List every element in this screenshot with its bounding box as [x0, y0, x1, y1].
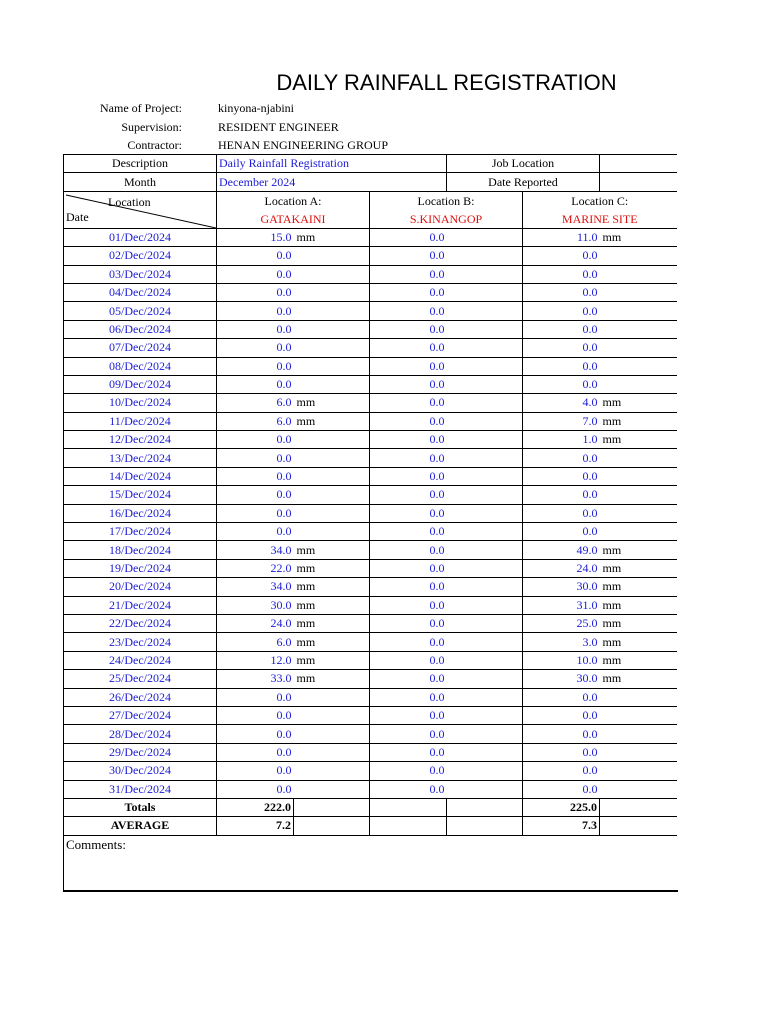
location-c-value[interactable]: 0.0 — [523, 486, 600, 504]
date-cell: 22/Dec/2024 — [64, 614, 217, 632]
table-row — [64, 412, 677, 430]
location-a-value[interactable]: 0.0 — [217, 523, 294, 541]
location-b-unit — [447, 725, 523, 743]
location-c-value[interactable]: 0.0 — [523, 504, 600, 522]
location-c-unit — [600, 743, 677, 761]
location-a-unit — [294, 449, 370, 467]
average-row — [64, 817, 677, 835]
table-row — [64, 780, 677, 798]
location-b-name: S.KINANGOP — [409, 211, 483, 226]
location-a-value[interactable]: 34.0 — [217, 541, 294, 559]
date-cell: 23/Dec/2024 — [64, 633, 217, 651]
location-a-value[interactable]: 33.0 — [217, 670, 294, 688]
location-c-unit — [600, 339, 677, 357]
date-cell: 03/Dec/2024 — [64, 265, 217, 283]
date-cell: 25/Dec/2024 — [64, 670, 217, 688]
location-b-value[interactable]: 0.0 — [370, 228, 447, 246]
location-b-value[interactable]: 0.0 — [370, 394, 447, 412]
location-b-unit — [447, 467, 523, 485]
job-location-label: Job Location — [447, 155, 600, 173]
description-row — [64, 155, 677, 173]
location-c-unit: mm — [600, 541, 677, 559]
date-cell: 13/Dec/2024 — [64, 449, 217, 467]
location-a-value[interactable]: 0.0 — [217, 688, 294, 706]
location-c-unit — [600, 725, 677, 743]
total-a: 222.0 — [217, 798, 294, 816]
table-row — [64, 431, 677, 449]
date-cell: 27/Dec/2024 — [64, 706, 217, 724]
date-cell: 10/Dec/2024 — [64, 394, 217, 412]
date-cell: 19/Dec/2024 — [64, 559, 217, 577]
description-value[interactable]: Daily Rainfall Registration — [217, 155, 447, 173]
location-b-unit — [447, 357, 523, 375]
location-a-unit — [294, 375, 370, 393]
location-c-name: MARINE SITE — [561, 211, 638, 226]
location-c-value[interactable]: 0.0 — [523, 265, 600, 283]
project-label: Name of Project: — [100, 101, 182, 115]
table-row — [64, 670, 677, 688]
supervision-value: RESIDENT ENGINEER — [218, 120, 339, 134]
location-a-value[interactable]: 0.0 — [217, 780, 294, 798]
location-a-value[interactable]: 22.0 — [217, 559, 294, 577]
date-cell: 21/Dec/2024 — [64, 596, 217, 614]
location-c-value[interactable]: 0.0 — [523, 449, 600, 467]
location-c-unit: mm — [600, 651, 677, 669]
table-row — [64, 357, 677, 375]
description-label: Description — [64, 155, 217, 173]
location-c-unit — [600, 706, 677, 724]
location-b-unit — [447, 247, 523, 265]
location-a-unit: mm — [294, 670, 370, 688]
contractor-label: Contractor: — [127, 138, 182, 152]
location-b-unit — [447, 706, 523, 724]
location-a-header — [217, 191, 370, 228]
table-row — [64, 247, 677, 265]
location-a-value[interactable]: 0.0 — [217, 265, 294, 283]
location-a-unit — [294, 339, 370, 357]
location-b-value[interactable]: 0.0 — [370, 412, 447, 430]
location-c-value[interactable]: 0.0 — [523, 706, 600, 724]
location-b-unit — [447, 339, 523, 357]
location-b-unit — [447, 431, 523, 449]
location-c-value[interactable]: 0.0 — [523, 762, 600, 780]
location-b-value[interactable]: 0.0 — [370, 523, 447, 541]
location-a-value[interactable]: 12.0 — [217, 651, 294, 669]
location-b-unit — [447, 449, 523, 467]
table-row — [64, 762, 677, 780]
location-c-value[interactable]: 0.0 — [523, 375, 600, 393]
location-c-value[interactable]: 0.0 — [523, 357, 600, 375]
location-a-unit: mm — [294, 578, 370, 596]
location-b-value[interactable]: 0.0 — [370, 559, 447, 577]
location-a-unit: mm — [294, 394, 370, 412]
table-row — [64, 504, 677, 522]
location-a-value[interactable]: 0.0 — [217, 283, 294, 301]
location-a-value[interactable]: 0.0 — [217, 504, 294, 522]
location-c-value[interactable]: 0.0 — [523, 283, 600, 301]
location-b-value[interactable]: 0.0 — [370, 706, 447, 724]
month-row — [64, 173, 677, 191]
location-c-value[interactable]: 0.0 — [523, 725, 600, 743]
location-b-value[interactable]: 0.0 — [370, 320, 447, 338]
location-b-value[interactable]: 0.0 — [370, 302, 447, 320]
date-cell: 06/Dec/2024 — [64, 320, 217, 338]
location-c-value[interactable]: 0.0 — [523, 320, 600, 338]
location-c-value[interactable]: 31.0 — [523, 596, 600, 614]
location-b-unit — [447, 670, 523, 688]
location-b-unit — [447, 320, 523, 338]
location-c-value[interactable]: 0.0 — [523, 467, 600, 485]
date-cell: 07/Dec/2024 — [64, 339, 217, 357]
location-c-header — [523, 191, 677, 228]
totals-row — [64, 798, 677, 816]
location-b-value[interactable]: 0.0 — [370, 651, 447, 669]
location-b-unit — [447, 762, 523, 780]
location-a-unit: mm — [294, 633, 370, 651]
table-row — [64, 302, 677, 320]
date-cell: 15/Dec/2024 — [64, 486, 217, 504]
location-b-header — [370, 191, 523, 228]
location-b-unit — [447, 651, 523, 669]
date-cell: 01/Dec/2024 — [64, 228, 217, 246]
date-cell: 02/Dec/2024 — [64, 247, 217, 265]
date-cell: 12/Dec/2024 — [64, 431, 217, 449]
table-row — [64, 559, 677, 577]
location-a-value[interactable]: 0.0 — [217, 467, 294, 485]
location-c-value[interactable]: 24.0 — [523, 559, 600, 577]
date-cell: 28/Dec/2024 — [64, 725, 217, 743]
location-c-value[interactable]: 0.0 — [523, 523, 600, 541]
table-row — [64, 339, 677, 357]
location-c-value[interactable]: 7.0 — [523, 412, 600, 430]
location-b-value[interactable]: 0.0 — [370, 688, 447, 706]
table-row — [64, 596, 677, 614]
totals-label: Totals — [64, 798, 217, 816]
table-row — [64, 633, 677, 651]
location-b-unit — [447, 302, 523, 320]
date-cell: 18/Dec/2024 — [64, 541, 217, 559]
location-a-value[interactable]: 0.0 — [217, 375, 294, 393]
location-c-unit — [600, 449, 677, 467]
location-a-unit: mm — [294, 541, 370, 559]
location-c-value[interactable]: 10.0 — [523, 651, 600, 669]
location-a-value[interactable]: 0.0 — [217, 725, 294, 743]
location-a-value[interactable]: 0.0 — [217, 706, 294, 724]
location-b-value[interactable]: 0.0 — [370, 247, 447, 265]
location-c-unit — [600, 762, 677, 780]
location-b-unit — [447, 541, 523, 559]
location-a-value[interactable]: 30.0 — [217, 596, 294, 614]
location-b-unit — [447, 504, 523, 522]
date-reported-value[interactable] — [600, 173, 677, 191]
location-c-value[interactable]: 30.0 — [523, 670, 600, 688]
location-a-unit — [294, 247, 370, 265]
location-c-unit: mm — [600, 559, 677, 577]
table-row — [64, 651, 677, 669]
month-label: Month — [64, 173, 217, 191]
location-c-unit: mm — [600, 394, 677, 412]
date-cell: 04/Dec/2024 — [64, 283, 217, 301]
location-a-unit — [294, 706, 370, 724]
location-c-unit — [600, 780, 677, 798]
location-a-value[interactable]: 6.0 — [217, 412, 294, 430]
average-a: 7.2 — [217, 817, 294, 835]
table-row — [64, 541, 677, 559]
supervision-label: Supervision: — [121, 120, 182, 134]
date-cell: 08/Dec/2024 — [64, 357, 217, 375]
location-a-unit — [294, 504, 370, 522]
location-a-unit — [294, 302, 370, 320]
location-b-unit — [447, 375, 523, 393]
location-b-value[interactable]: 0.0 — [370, 486, 447, 504]
date-cell: 20/Dec/2024 — [64, 578, 217, 596]
location-b-unit — [447, 559, 523, 577]
table-row — [64, 375, 677, 393]
location-c-unit: mm — [600, 596, 677, 614]
location-c-unit — [600, 486, 677, 504]
page-title: DAILY RAINFALL REGISTRATION — [276, 70, 617, 95]
location-a-unit: mm — [294, 614, 370, 632]
location-c-unit: mm — [600, 228, 677, 246]
table-row — [64, 320, 677, 338]
location-a-unit — [294, 431, 370, 449]
location-c-unit — [600, 523, 677, 541]
location-a-unit — [294, 780, 370, 798]
location-a-value[interactable]: 6.0 — [217, 394, 294, 412]
location-c-unit — [600, 302, 677, 320]
location-a-unit — [294, 357, 370, 375]
table-row — [64, 523, 677, 541]
date-cell: 14/Dec/2024 — [64, 467, 217, 485]
date-cell: 16/Dec/2024 — [64, 504, 217, 522]
location-b-value[interactable]: 0.0 — [370, 283, 447, 301]
location-c-value[interactable]: 3.0 — [523, 633, 600, 651]
table-row — [64, 265, 677, 283]
month-value[interactable]: December 2024 — [217, 173, 447, 191]
location-a-unit — [294, 523, 370, 541]
location-a-unit — [294, 486, 370, 504]
location-a-value[interactable]: 0.0 — [217, 762, 294, 780]
location-b-unit — [447, 394, 523, 412]
location-a-value[interactable]: 0.0 — [217, 357, 294, 375]
location-c-value[interactable]: 0.0 — [523, 302, 600, 320]
location-a-value[interactable]: 0.0 — [217, 743, 294, 761]
comments-label: Comments: — [66, 837, 126, 852]
date-header-label: Date — [66, 209, 89, 224]
table-row — [64, 706, 677, 724]
location-c-value[interactable]: 30.0 — [523, 578, 600, 596]
location-c-value[interactable]: 0.0 — [523, 247, 600, 265]
table-row — [64, 467, 677, 485]
location-b-value[interactable]: 0.0 — [370, 541, 447, 559]
location-b-unit — [447, 265, 523, 283]
table-row — [64, 614, 677, 632]
location-a-unit: mm — [294, 596, 370, 614]
location-b-unit — [447, 780, 523, 798]
date-cell: 11/Dec/2024 — [64, 412, 217, 430]
location-c-label: Location C: — [571, 193, 629, 208]
location-c-unit — [600, 283, 677, 301]
location-b-unit — [447, 614, 523, 632]
date-cell: 05/Dec/2024 — [64, 302, 217, 320]
contractor-value: HENAN ENGINEERING GROUP — [218, 138, 388, 152]
location-a-unit — [294, 283, 370, 301]
location-c-unit — [600, 688, 677, 706]
location-a-unit — [294, 725, 370, 743]
location-c-value[interactable]: 25.0 — [523, 614, 600, 632]
table-row — [64, 486, 677, 504]
table-row — [64, 283, 677, 301]
table-row — [64, 449, 677, 467]
comments-box[interactable] — [63, 836, 678, 892]
location-b-value[interactable]: 0.0 — [370, 449, 447, 467]
location-b-value[interactable]: 0.0 — [370, 578, 447, 596]
rainfall-table — [63, 154, 677, 836]
location-a-label: Location A: — [264, 193, 322, 208]
project-value: kinyona-njabini — [218, 101, 294, 115]
location-c-unit: mm — [600, 578, 677, 596]
average-c: 7.3 — [523, 817, 600, 835]
location-a-unit: mm — [294, 228, 370, 246]
location-a-value[interactable]: 0.0 — [217, 247, 294, 265]
date-cell: 17/Dec/2024 — [64, 523, 217, 541]
location-b-value[interactable]: 0.0 — [370, 725, 447, 743]
table-row — [64, 743, 677, 761]
location-a-value[interactable]: 0.0 — [217, 302, 294, 320]
location-a-value[interactable]: 0.0 — [217, 486, 294, 504]
location-b-value[interactable]: 0.0 — [370, 467, 447, 485]
table-row — [64, 578, 677, 596]
location-c-value[interactable]: 0.0 — [523, 743, 600, 761]
location-b-value[interactable]: 0.0 — [370, 431, 447, 449]
date-cell: 24/Dec/2024 — [64, 651, 217, 669]
location-a-value[interactable]: 0.0 — [217, 431, 294, 449]
location-b-unit — [447, 412, 523, 430]
location-b-unit — [447, 283, 523, 301]
date-cell: 30/Dec/2024 — [64, 762, 217, 780]
date-reported-label: Date Reported — [447, 173, 600, 191]
location-a-value[interactable]: 34.0 — [217, 578, 294, 596]
location-b-value[interactable]: 0.0 — [370, 375, 447, 393]
location-b-value[interactable]: 0.0 — [370, 743, 447, 761]
table-row — [64, 725, 677, 743]
location-b-value[interactable]: 0.0 — [370, 762, 447, 780]
location-header-label: Location — [108, 194, 151, 209]
location-c-unit — [600, 247, 677, 265]
location-b-value[interactable]: 0.0 — [370, 357, 447, 375]
table-row — [64, 394, 677, 412]
location-c-value[interactable]: 4.0 — [523, 394, 600, 412]
location-b-unit — [447, 228, 523, 246]
location-a-name: GATAKAINI — [260, 211, 326, 226]
location-b-value[interactable]: 0.0 — [370, 339, 447, 357]
table-row — [64, 688, 677, 706]
location-c-unit: mm — [600, 670, 677, 688]
location-b-value[interactable]: 0.0 — [370, 780, 447, 798]
location-b-unit — [447, 523, 523, 541]
location-b-value[interactable]: 0.0 — [370, 596, 447, 614]
location-c-unit — [600, 357, 677, 375]
location-b-unit — [447, 596, 523, 614]
location-b-value[interactable]: 0.0 — [370, 614, 447, 632]
location-b-unit — [447, 633, 523, 651]
location-c-value[interactable]: 0.0 — [523, 339, 600, 357]
location-c-value[interactable]: 49.0 — [523, 541, 600, 559]
location-c-unit: mm — [600, 431, 677, 449]
location-c-unit: mm — [600, 412, 677, 430]
location-c-value[interactable]: 0.0 — [523, 688, 600, 706]
location-b-unit — [447, 486, 523, 504]
location-c-unit: mm — [600, 614, 677, 632]
job-location-value[interactable] — [600, 155, 677, 173]
location-b-value[interactable]: 0.0 — [370, 670, 447, 688]
location-c-unit — [600, 375, 677, 393]
date-cell: 09/Dec/2024 — [64, 375, 217, 393]
location-a-value[interactable]: 15.0 — [217, 228, 294, 246]
location-a-value[interactable]: 24.0 — [217, 614, 294, 632]
location-b-unit — [447, 578, 523, 596]
location-a-unit — [294, 762, 370, 780]
date-cell: 29/Dec/2024 — [64, 743, 217, 761]
location-b-unit — [447, 743, 523, 761]
date-cell: 26/Dec/2024 — [64, 688, 217, 706]
location-c-unit — [600, 467, 677, 485]
location-a-unit — [294, 743, 370, 761]
location-a-value[interactable]: 6.0 — [217, 633, 294, 651]
location-a-unit — [294, 467, 370, 485]
table-row — [64, 228, 677, 246]
location-date-header — [64, 191, 217, 228]
average-label: AVERAGE — [64, 817, 217, 835]
location-a-unit — [294, 688, 370, 706]
location-c-value[interactable]: 0.0 — [523, 780, 600, 798]
location-a-value[interactable]: 0.0 — [217, 339, 294, 357]
total-c: 225.0 — [523, 798, 600, 816]
location-a-value[interactable]: 0.0 — [217, 320, 294, 338]
location-a-unit: mm — [294, 651, 370, 669]
location-c-value[interactable]: 1.0 — [523, 431, 600, 449]
location-c-value[interactable]: 11.0 — [523, 228, 600, 246]
location-b-value[interactable]: 0.0 — [370, 633, 447, 651]
location-c-unit — [600, 265, 677, 283]
location-b-unit — [447, 688, 523, 706]
location-a-unit — [294, 265, 370, 283]
location-b-label: Location B: — [417, 193, 475, 208]
location-a-unit: mm — [294, 412, 370, 430]
location-c-unit — [600, 320, 677, 338]
location-c-unit — [600, 504, 677, 522]
location-b-value[interactable]: 0.0 — [370, 504, 447, 522]
location-a-value[interactable]: 0.0 — [217, 449, 294, 467]
location-c-unit: mm — [600, 633, 677, 651]
date-cell: 31/Dec/2024 — [64, 780, 217, 798]
location-a-unit: mm — [294, 559, 370, 577]
location-b-value[interactable]: 0.0 — [370, 265, 447, 283]
location-a-unit — [294, 320, 370, 338]
column-header-row — [64, 191, 677, 228]
